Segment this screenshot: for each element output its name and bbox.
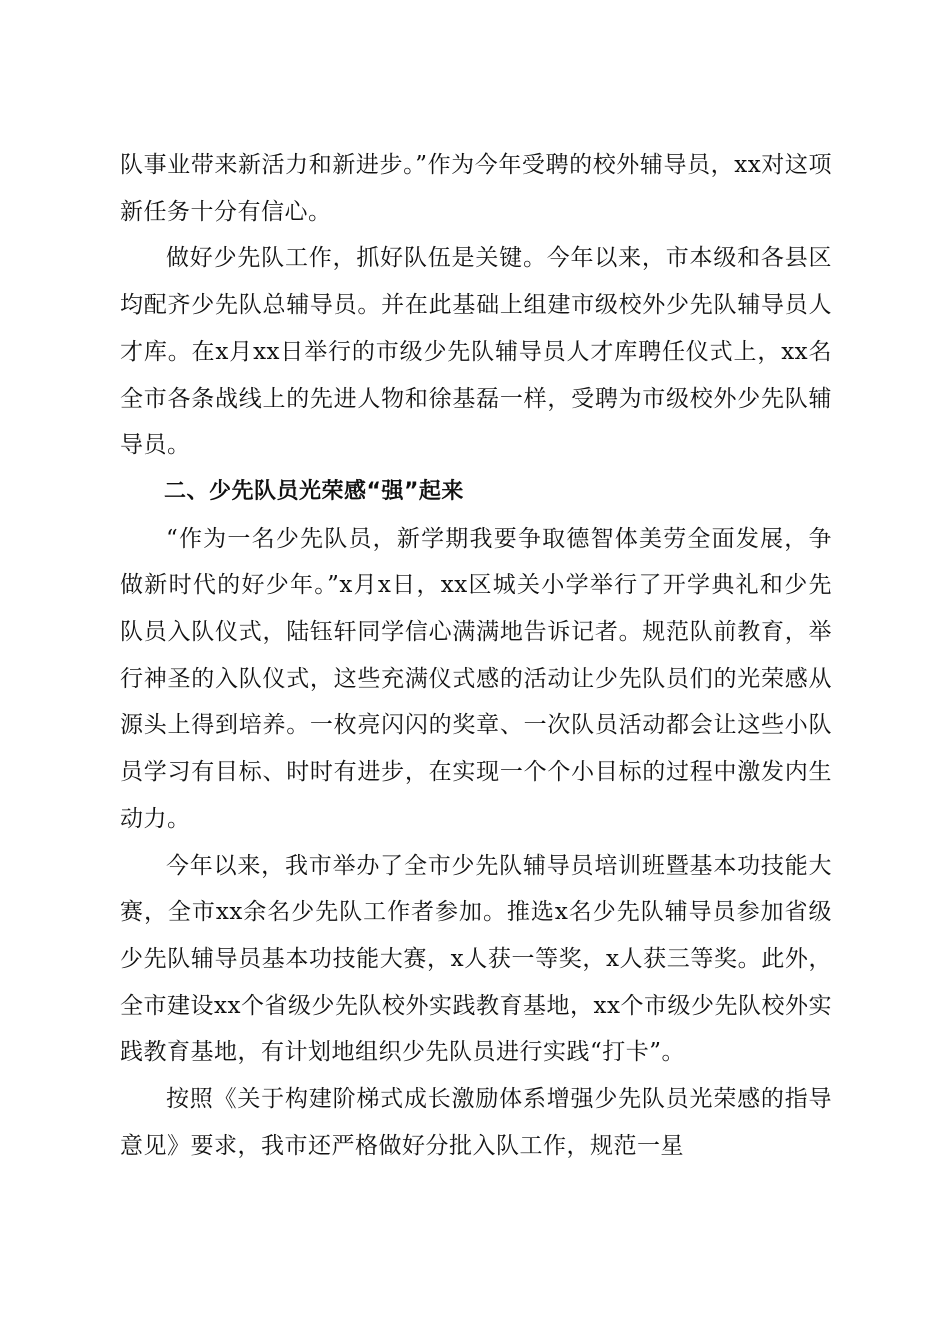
paragraph-continuation: 队事业带来新活力和新进步。”作为今年受聘的校外辅导员，xx对这项新任务十分有信心。 <box>120 152 832 225</box>
document-body <box>120 142 832 1169</box>
section-heading: 二、少先队员光荣感“强”起来 <box>164 478 464 504</box>
paragraph-induction-ceremony: “作为一名少先队员，新学期我要争取德智体美劳全面发展，争做新时代的好少年。”x月x日，xx区城关小学举行了开学典礼和少先队员入队仪式，陆钰轩同学信心满满地告诉记者。规范队前教育，举行神圣的入队仪式，这些充满仪式感的活动让少先队员们的光荣感从源头上得到培养。一枚亮闪闪的奖章、一次队员活动都会让这些小队员学习有目标、时时有进步，在实现一个个小目标的过程中激发内生动力。 <box>120 525 832 832</box>
paragraph-training-contest: 今年以来，我市举办了全市少先队辅导员培训班暨基本功技能大赛，全市xx余名少先队工作者参加。推选x名少先队辅导员参加省级少先队辅导员基本功技能大赛，x人获一等奖，x人获三等奖。此外，全市建设xx个省级少先队校外实践教育基地，xx个市级少先队校外实践教育基地，有计划地组织少先队员进行实践“打卡”。 <box>120 852 832 1066</box>
paragraph-team-building: 做好少先队工作，抓好队伍是关键。今年以来，市本级和各县区均配齐少先队总辅导员。并在此基础上组建市级校外少先队辅导员人才库。在x月xx日举行的市级少先队辅导员人才库聘任仪式上，xx名全市各条战线上的先进人物和徐基磊一样，受聘为市级校外少先队辅导员。 <box>120 245 832 459</box>
paragraph-guidance-opinion: 按照《关于构建阶梯式成长激励体系增强少先队员光荣感的指导意见》要求，我市还严格做好分批入队工作，规范一星 <box>120 1086 832 1159</box>
